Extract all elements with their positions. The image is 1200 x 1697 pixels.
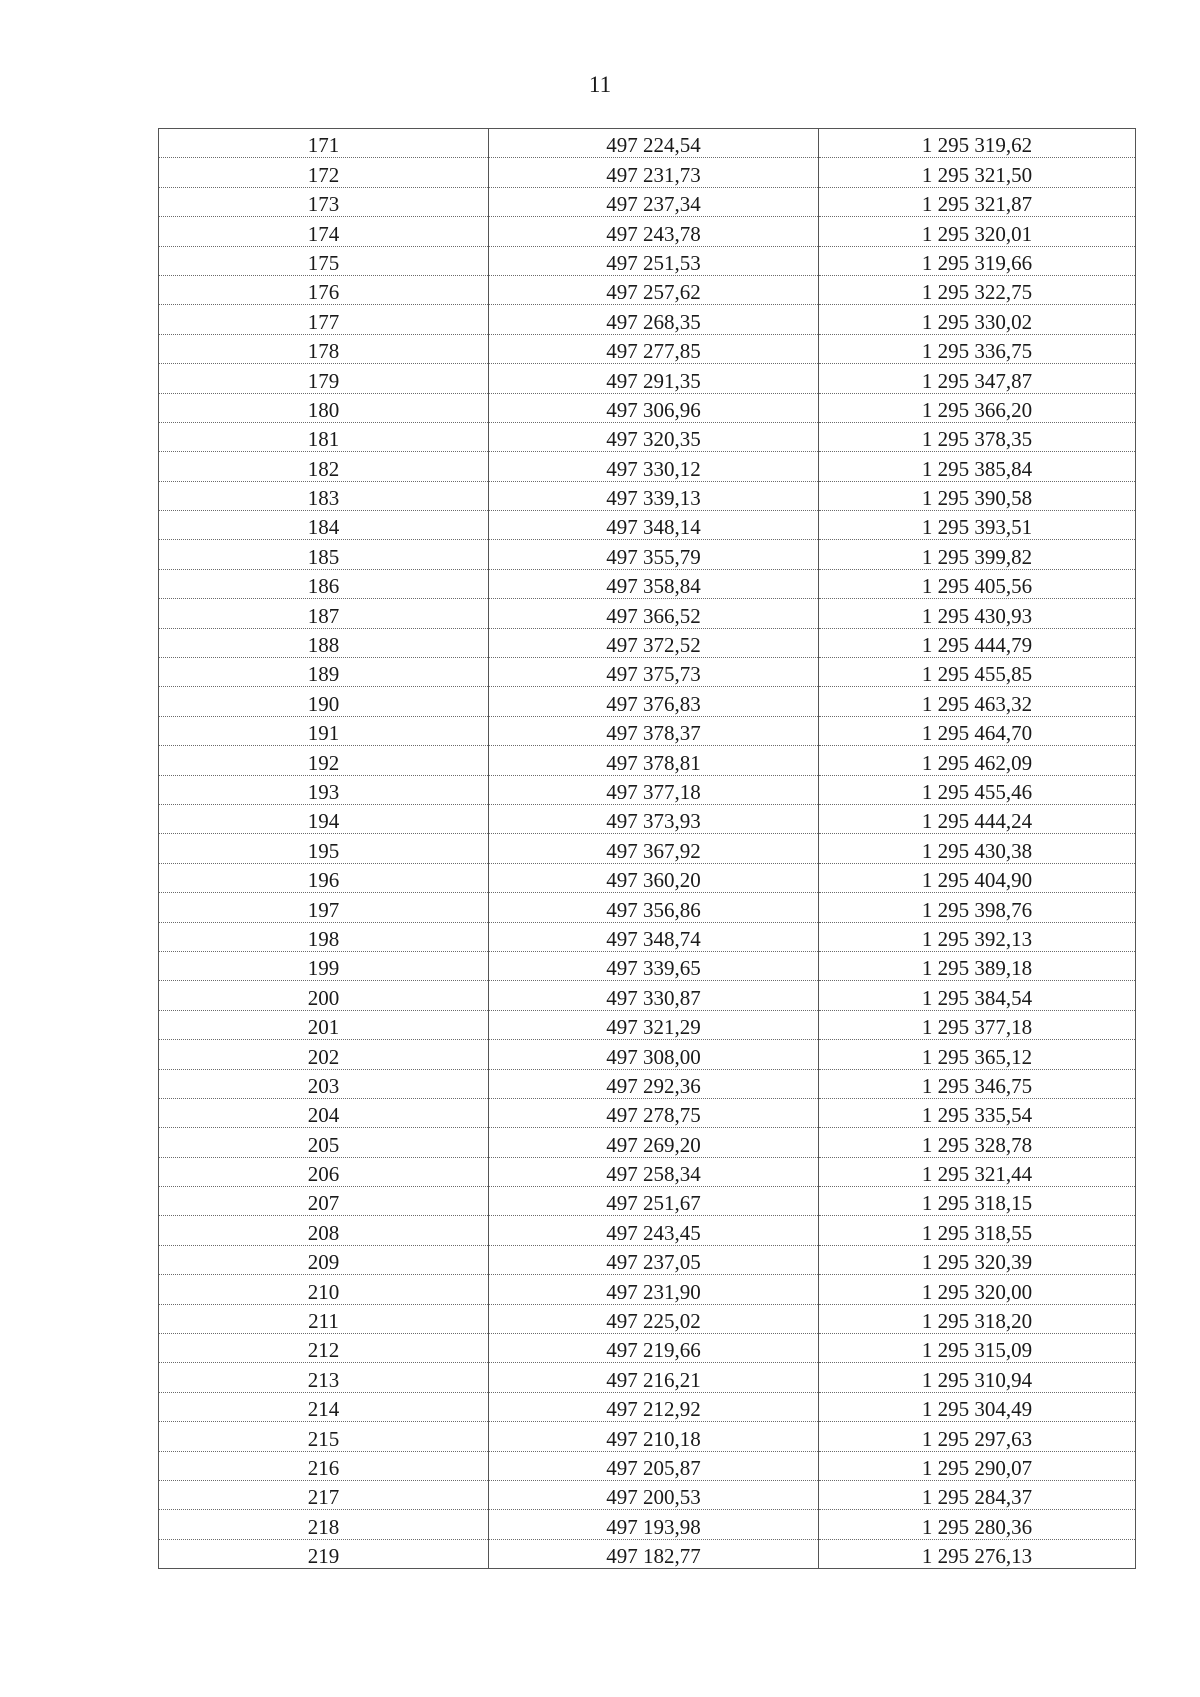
x-coordinate-cell: 497 377,18 — [489, 775, 819, 804]
y-coordinate-cell: 1 295 321,87 — [819, 187, 1136, 216]
y-coordinate-cell: 1 295 346,75 — [819, 1069, 1136, 1098]
point-number-cell: 202 — [159, 1040, 489, 1069]
y-coordinate-cell: 1 295 392,13 — [819, 922, 1136, 951]
point-number-cell: 214 — [159, 1392, 489, 1421]
coordinates-table — [158, 128, 1136, 1569]
x-coordinate-cell: 497 278,75 — [489, 1098, 819, 1127]
point-number-cell: 188 — [159, 628, 489, 657]
table-row — [159, 1157, 1136, 1186]
x-coordinate-cell: 497 257,62 — [489, 275, 819, 304]
y-coordinate-cell: 1 295 462,09 — [819, 746, 1136, 775]
x-coordinate-cell: 497 277,85 — [489, 334, 819, 363]
point-number-cell: 177 — [159, 305, 489, 334]
y-coordinate-cell: 1 295 444,79 — [819, 628, 1136, 657]
point-number-cell: 174 — [159, 217, 489, 246]
table-row — [159, 422, 1136, 451]
table-row — [159, 1334, 1136, 1363]
x-coordinate-cell: 497 205,87 — [489, 1451, 819, 1480]
point-number-cell: 193 — [159, 775, 489, 804]
point-number-cell: 207 — [159, 1187, 489, 1216]
table-row — [159, 569, 1136, 598]
x-coordinate-cell: 497 360,20 — [489, 863, 819, 892]
point-number-cell: 191 — [159, 716, 489, 745]
x-coordinate-cell: 497 378,81 — [489, 746, 819, 775]
x-coordinate-cell: 497 356,86 — [489, 893, 819, 922]
x-coordinate-cell: 497 219,66 — [489, 1334, 819, 1363]
y-coordinate-cell: 1 295 315,09 — [819, 1334, 1136, 1363]
table-row — [159, 1216, 1136, 1245]
x-coordinate-cell: 497 182,77 — [489, 1539, 819, 1568]
point-number-cell: 185 — [159, 540, 489, 569]
y-coordinate-cell: 1 295 330,02 — [819, 305, 1136, 334]
x-coordinate-cell: 497 330,12 — [489, 452, 819, 481]
x-coordinate-cell: 497 231,73 — [489, 158, 819, 187]
x-coordinate-cell: 497 339,13 — [489, 481, 819, 510]
table-row — [159, 187, 1136, 216]
point-number-cell: 178 — [159, 334, 489, 363]
x-coordinate-cell: 497 269,20 — [489, 1128, 819, 1157]
point-number-cell: 179 — [159, 364, 489, 393]
y-coordinate-cell: 1 295 280,36 — [819, 1510, 1136, 1539]
y-coordinate-cell: 1 295 444,24 — [819, 804, 1136, 833]
x-coordinate-cell: 497 216,21 — [489, 1363, 819, 1392]
point-number-cell: 195 — [159, 834, 489, 863]
table-row — [159, 1275, 1136, 1304]
point-number-cell: 212 — [159, 1334, 489, 1363]
x-coordinate-cell: 497 348,74 — [489, 922, 819, 951]
point-number-cell: 201 — [159, 1010, 489, 1039]
x-coordinate-cell: 497 243,45 — [489, 1216, 819, 1245]
y-coordinate-cell: 1 295 404,90 — [819, 863, 1136, 892]
y-coordinate-cell: 1 295 365,12 — [819, 1040, 1136, 1069]
table-row — [159, 1040, 1136, 1069]
point-number-cell: 172 — [159, 158, 489, 187]
point-number-cell: 175 — [159, 246, 489, 275]
y-coordinate-cell: 1 295 384,54 — [819, 981, 1136, 1010]
table-row — [159, 599, 1136, 628]
point-number-cell: 189 — [159, 658, 489, 687]
point-number-cell: 196 — [159, 863, 489, 892]
table-row — [159, 716, 1136, 745]
coordinates-table-body — [159, 129, 1136, 1569]
x-coordinate-cell: 497 321,29 — [489, 1010, 819, 1039]
y-coordinate-cell: 1 295 390,58 — [819, 481, 1136, 510]
table-row — [159, 481, 1136, 510]
point-number-cell: 206 — [159, 1157, 489, 1186]
x-coordinate-cell: 497 355,79 — [489, 540, 819, 569]
x-coordinate-cell: 497 231,90 — [489, 1275, 819, 1304]
y-coordinate-cell: 1 295 430,93 — [819, 599, 1136, 628]
table-row — [159, 1245, 1136, 1274]
y-coordinate-cell: 1 295 455,46 — [819, 775, 1136, 804]
y-coordinate-cell: 1 295 290,07 — [819, 1451, 1136, 1480]
table-row — [159, 1304, 1136, 1333]
y-coordinate-cell: 1 295 463,32 — [819, 687, 1136, 716]
table-row — [159, 922, 1136, 951]
table-row — [159, 981, 1136, 1010]
table-row — [159, 1510, 1136, 1539]
x-coordinate-cell: 497 224,54 — [489, 129, 819, 158]
point-number-cell: 180 — [159, 393, 489, 422]
x-coordinate-cell: 497 330,87 — [489, 981, 819, 1010]
table-row — [159, 658, 1136, 687]
x-coordinate-cell: 497 225,02 — [489, 1304, 819, 1333]
table-row — [159, 1010, 1136, 1039]
y-coordinate-cell: 1 295 393,51 — [819, 511, 1136, 540]
x-coordinate-cell: 497 200,53 — [489, 1480, 819, 1509]
y-coordinate-cell: 1 295 398,76 — [819, 893, 1136, 922]
y-coordinate-cell: 1 295 284,37 — [819, 1480, 1136, 1509]
point-number-cell: 183 — [159, 481, 489, 510]
point-number-cell: 200 — [159, 981, 489, 1010]
x-coordinate-cell: 497 366,52 — [489, 599, 819, 628]
table-row — [159, 217, 1136, 246]
point-number-cell: 194 — [159, 804, 489, 833]
table-row — [159, 452, 1136, 481]
y-coordinate-cell: 1 295 389,18 — [819, 951, 1136, 980]
y-coordinate-cell: 1 295 430,38 — [819, 834, 1136, 863]
point-number-cell: 184 — [159, 511, 489, 540]
point-number-cell: 211 — [159, 1304, 489, 1333]
table-row — [159, 275, 1136, 304]
x-coordinate-cell: 497 292,36 — [489, 1069, 819, 1098]
x-coordinate-cell: 497 367,92 — [489, 834, 819, 863]
table-row — [159, 393, 1136, 422]
point-number-cell: 209 — [159, 1245, 489, 1274]
table-row — [159, 746, 1136, 775]
point-number-cell: 192 — [159, 746, 489, 775]
y-coordinate-cell: 1 295 347,87 — [819, 364, 1136, 393]
point-number-cell: 198 — [159, 922, 489, 951]
x-coordinate-cell: 497 258,34 — [489, 1157, 819, 1186]
y-coordinate-cell: 1 295 335,54 — [819, 1098, 1136, 1127]
table-row — [159, 334, 1136, 363]
table-row — [159, 1363, 1136, 1392]
table-row — [159, 129, 1136, 158]
y-coordinate-cell: 1 295 319,66 — [819, 246, 1136, 275]
point-number-cell: 176 — [159, 275, 489, 304]
x-coordinate-cell: 497 243,78 — [489, 217, 819, 246]
table-row — [159, 1128, 1136, 1157]
x-coordinate-cell: 497 378,37 — [489, 716, 819, 745]
y-coordinate-cell: 1 295 320,01 — [819, 217, 1136, 246]
point-number-cell: 181 — [159, 422, 489, 451]
table-row — [159, 628, 1136, 657]
x-coordinate-cell: 497 308,00 — [489, 1040, 819, 1069]
y-coordinate-cell: 1 295 321,44 — [819, 1157, 1136, 1186]
y-coordinate-cell: 1 295 318,15 — [819, 1187, 1136, 1216]
table-row — [159, 775, 1136, 804]
table-row — [159, 1069, 1136, 1098]
table-row — [159, 893, 1136, 922]
y-coordinate-cell: 1 295 336,75 — [819, 334, 1136, 363]
y-coordinate-cell: 1 295 320,00 — [819, 1275, 1136, 1304]
y-coordinate-cell: 1 295 399,82 — [819, 540, 1136, 569]
y-coordinate-cell: 1 295 297,63 — [819, 1422, 1136, 1451]
x-coordinate-cell: 497 358,84 — [489, 569, 819, 598]
x-coordinate-cell: 497 268,35 — [489, 305, 819, 334]
x-coordinate-cell: 497 210,18 — [489, 1422, 819, 1451]
table-row — [159, 246, 1136, 275]
y-coordinate-cell: 1 295 378,35 — [819, 422, 1136, 451]
x-coordinate-cell: 497 320,35 — [489, 422, 819, 451]
table-row — [159, 1392, 1136, 1421]
point-number-cell: 182 — [159, 452, 489, 481]
table-row — [159, 834, 1136, 863]
point-number-cell: 171 — [159, 129, 489, 158]
x-coordinate-cell: 497 339,65 — [489, 951, 819, 980]
point-number-cell: 204 — [159, 1098, 489, 1127]
y-coordinate-cell: 1 295 320,39 — [819, 1245, 1136, 1274]
table-row — [159, 687, 1136, 716]
y-coordinate-cell: 1 295 321,50 — [819, 158, 1136, 187]
x-coordinate-cell: 497 251,53 — [489, 246, 819, 275]
table-row — [159, 863, 1136, 892]
x-coordinate-cell: 497 372,52 — [489, 628, 819, 657]
table-row — [159, 1480, 1136, 1509]
table-row — [159, 1187, 1136, 1216]
y-coordinate-cell: 1 295 464,70 — [819, 716, 1136, 745]
table-row — [159, 158, 1136, 187]
point-number-cell: 208 — [159, 1216, 489, 1245]
x-coordinate-cell: 497 375,73 — [489, 658, 819, 687]
x-coordinate-cell: 497 237,34 — [489, 187, 819, 216]
y-coordinate-cell: 1 295 385,84 — [819, 452, 1136, 481]
point-number-cell: 197 — [159, 893, 489, 922]
point-number-cell: 199 — [159, 951, 489, 980]
y-coordinate-cell: 1 295 366,20 — [819, 393, 1136, 422]
point-number-cell: 187 — [159, 599, 489, 628]
table-row — [159, 1451, 1136, 1480]
table-row — [159, 511, 1136, 540]
x-coordinate-cell: 497 291,35 — [489, 364, 819, 393]
table-row — [159, 1422, 1136, 1451]
y-coordinate-cell: 1 295 455,85 — [819, 658, 1136, 687]
point-number-cell: 216 — [159, 1451, 489, 1480]
x-coordinate-cell: 497 373,93 — [489, 804, 819, 833]
point-number-cell: 190 — [159, 687, 489, 716]
page-number: 11 — [588, 72, 612, 97]
point-number-cell: 210 — [159, 1275, 489, 1304]
table-row — [159, 305, 1136, 334]
x-coordinate-cell: 497 237,05 — [489, 1245, 819, 1274]
y-coordinate-cell: 1 295 405,56 — [819, 569, 1136, 598]
table-row — [159, 540, 1136, 569]
y-coordinate-cell: 1 295 304,49 — [819, 1392, 1136, 1421]
point-number-cell: 219 — [159, 1539, 489, 1568]
point-number-cell: 186 — [159, 569, 489, 598]
y-coordinate-cell: 1 295 276,13 — [819, 1539, 1136, 1568]
y-coordinate-cell: 1 295 310,94 — [819, 1363, 1136, 1392]
table-row — [159, 804, 1136, 833]
point-number-cell: 203 — [159, 1069, 489, 1098]
point-number-cell: 215 — [159, 1422, 489, 1451]
point-number-cell: 173 — [159, 187, 489, 216]
table-row — [159, 951, 1136, 980]
table-row — [159, 1539, 1136, 1568]
y-coordinate-cell: 1 295 318,20 — [819, 1304, 1136, 1333]
table-row — [159, 364, 1136, 393]
table-row — [159, 1098, 1136, 1127]
x-coordinate-cell: 497 193,98 — [489, 1510, 819, 1539]
y-coordinate-cell: 1 295 318,55 — [819, 1216, 1136, 1245]
x-coordinate-cell: 497 348,14 — [489, 511, 819, 540]
point-number-cell: 205 — [159, 1128, 489, 1157]
x-coordinate-cell: 497 376,83 — [489, 687, 819, 716]
x-coordinate-cell: 497 212,92 — [489, 1392, 819, 1421]
x-coordinate-cell: 497 306,96 — [489, 393, 819, 422]
y-coordinate-cell: 1 295 328,78 — [819, 1128, 1136, 1157]
y-coordinate-cell: 1 295 319,62 — [819, 129, 1136, 158]
x-coordinate-cell: 497 251,67 — [489, 1187, 819, 1216]
point-number-cell: 213 — [159, 1363, 489, 1392]
point-number-cell: 217 — [159, 1480, 489, 1509]
y-coordinate-cell: 1 295 322,75 — [819, 275, 1136, 304]
point-number-cell: 218 — [159, 1510, 489, 1539]
y-coordinate-cell: 1 295 377,18 — [819, 1010, 1136, 1039]
